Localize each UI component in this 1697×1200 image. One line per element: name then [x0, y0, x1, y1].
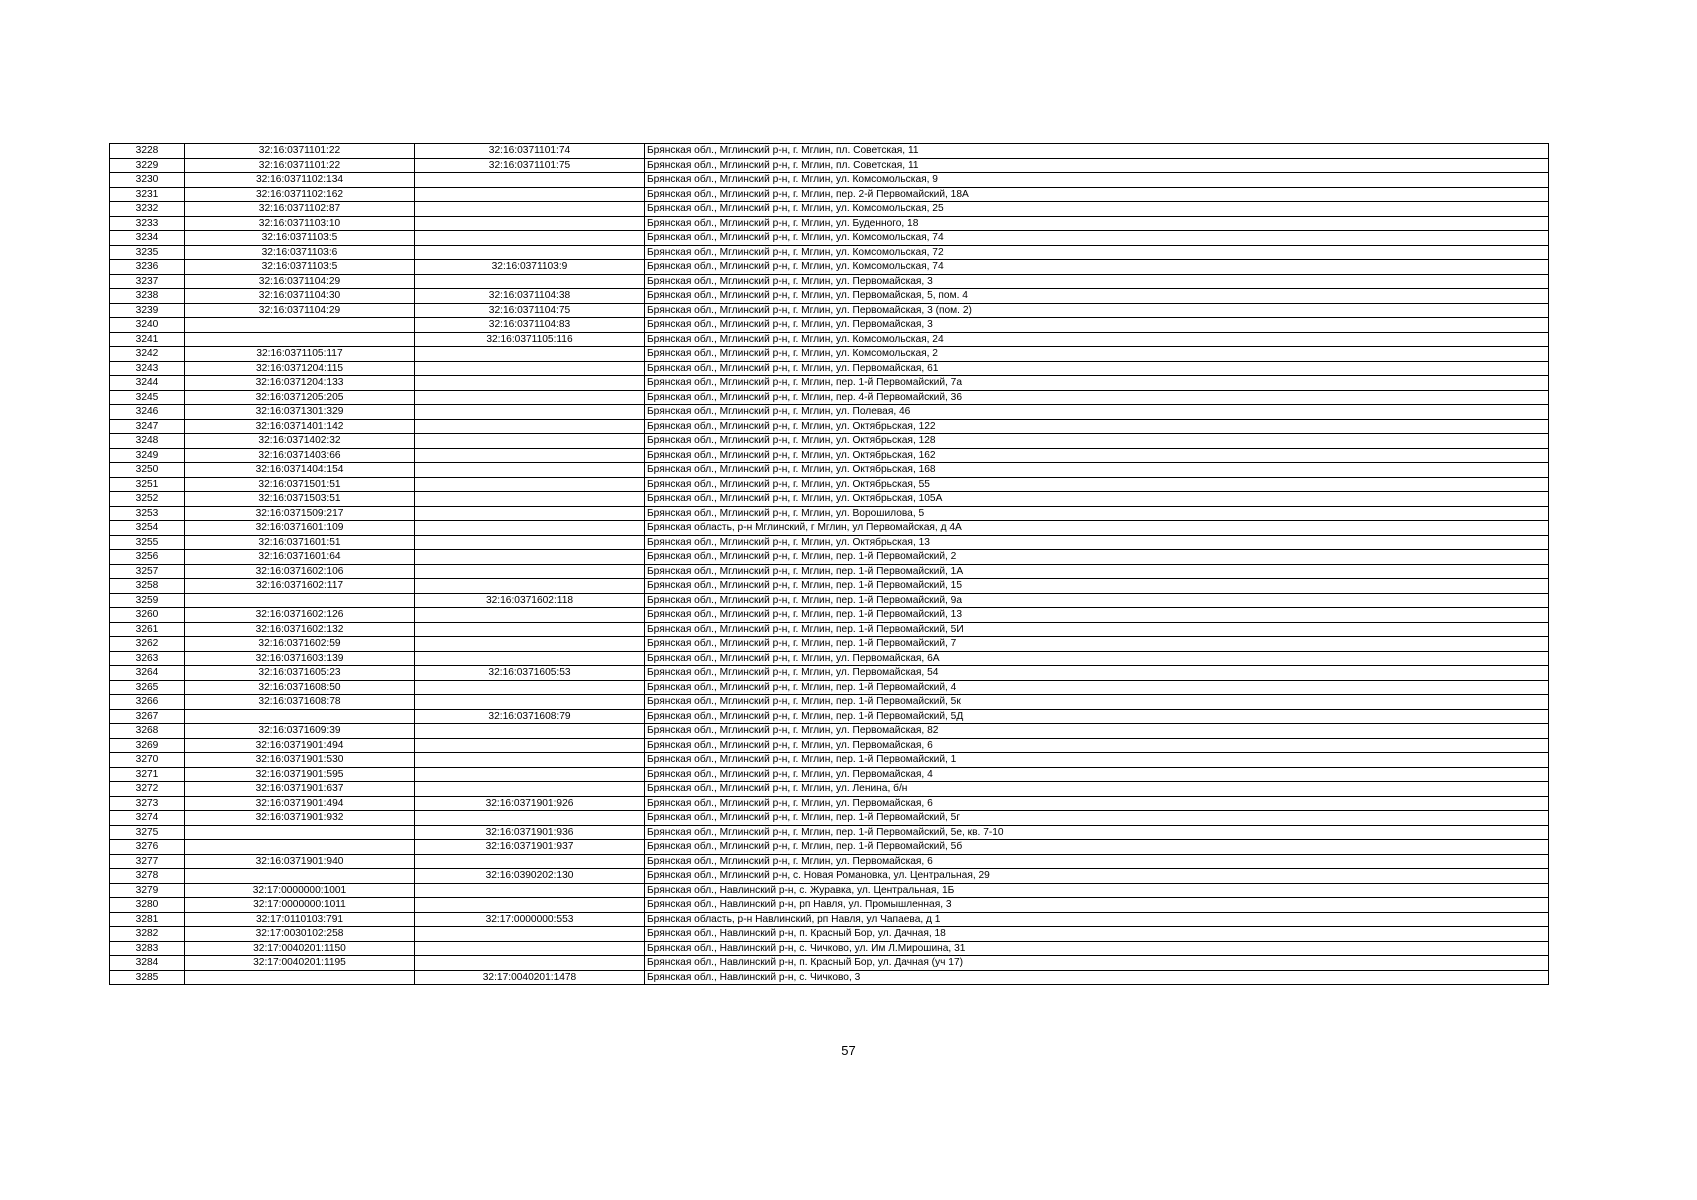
address-cell: Брянская обл., Мглинский р-н, г. Мглин, ул. Первомайская, 6 [645, 796, 1549, 811]
row-number-cell: 3256 [110, 550, 185, 565]
table-row [110, 956, 1549, 971]
address-cell: Брянская обл., Мглинский р-н, г. Мглин, пер. 1-й Первомайский, 5Д [645, 709, 1549, 724]
table-row [110, 419, 1549, 434]
table-row [110, 912, 1549, 927]
address-cell: Брянская область, р-н Мглинский, г Мглин, ул Первомайская, д 4А [645, 521, 1549, 536]
page-number: 57 [841, 1043, 856, 1058]
row-number-cell: 3254 [110, 521, 185, 536]
cadastral-number-cell: 32:16:0371602:132 [185, 622, 415, 637]
linked-cadastral-number-cell: 32:16:0371103:9 [415, 260, 645, 275]
table-row [110, 608, 1549, 623]
cadastre-table [109, 143, 1549, 985]
row-number-cell: 3269 [110, 738, 185, 753]
cadastral-number-cell: 32:16:0371104:29 [185, 274, 415, 289]
row-number-cell: 3264 [110, 666, 185, 681]
table-row [110, 564, 1549, 579]
table-row [110, 535, 1549, 550]
row-number-cell: 3230 [110, 173, 185, 188]
address-cell: Брянская обл., Мглинский р-н, г. Мглин, ул. Первомайская, 3 [645, 318, 1549, 333]
linked-cadastral-number-cell [415, 434, 645, 449]
row-number-cell: 3262 [110, 637, 185, 652]
cadastral-number-cell: 32:16:0371601:109 [185, 521, 415, 536]
linked-cadastral-number-cell [415, 202, 645, 217]
row-number-cell: 3280 [110, 898, 185, 913]
linked-cadastral-number-cell [415, 506, 645, 521]
address-cell: Брянская обл., Мглинский р-н, г. Мглин, ул. Комсомольская, 9 [645, 173, 1549, 188]
linked-cadastral-number-cell [415, 637, 645, 652]
linked-cadastral-number-cell: 32:16:0390202:130 [415, 869, 645, 884]
linked-cadastral-number-cell: 32:16:0371608:79 [415, 709, 645, 724]
table-row [110, 666, 1549, 681]
table-row [110, 216, 1549, 231]
address-cell: Брянская обл., Мглинский р-н, г. Мглин, пер. 4-й Первомайский, 36 [645, 390, 1549, 405]
row-number-cell: 3241 [110, 332, 185, 347]
address-cell: Брянская обл., Мглинский р-н, г. Мглин, ул. Комсомольская, 2 [645, 347, 1549, 362]
row-number-cell: 3243 [110, 361, 185, 376]
cadastral-number-cell: 32:16:0371102:134 [185, 173, 415, 188]
cadastral-number-cell: 32:16:0371402:32 [185, 434, 415, 449]
address-cell: Брянская обл., Мглинский р-н, г. Мглин, ул. Ворошилова, 5 [645, 506, 1549, 521]
linked-cadastral-number-cell [415, 361, 645, 376]
cadastral-number-cell: 32:16:0371602:126 [185, 608, 415, 623]
table-row [110, 550, 1549, 565]
cadastral-number-cell: 32:16:0371901:595 [185, 767, 415, 782]
table-row [110, 405, 1549, 420]
row-number-cell: 3259 [110, 593, 185, 608]
linked-cadastral-number-cell [415, 767, 645, 782]
cadastral-number-cell: 32:16:0371501:51 [185, 477, 415, 492]
address-cell: Брянская обл., Мглинский р-н, г. Мглин, пер. 1-й Первомайский, 5б [645, 840, 1549, 855]
cadastral-number-cell: 32:16:0371601:64 [185, 550, 415, 565]
linked-cadastral-number-cell [415, 477, 645, 492]
address-cell: Брянская обл., Мглинский р-н, г. Мглин, ул. Буденного, 18 [645, 216, 1549, 231]
linked-cadastral-number-cell [415, 738, 645, 753]
address-cell: Брянская обл., Мглинский р-н, г. Мглин, ул. Первомайская, 3 (пом. 2) [645, 303, 1549, 318]
address-cell: Брянская обл., Мглинский р-н, г. Мглин, ул. Первомайская, 54 [645, 666, 1549, 681]
table-row [110, 303, 1549, 318]
address-cell: Брянская обл., Мглинский р-н, г. Мглин, пер. 1-й Первомайский, 7 [645, 637, 1549, 652]
row-number-cell: 3232 [110, 202, 185, 217]
table-row [110, 927, 1549, 942]
address-cell: Брянская обл., Навлинский р-н, с. Чичково, 3 [645, 970, 1549, 985]
row-number-cell: 3257 [110, 564, 185, 579]
cadastral-number-cell: 32:16:0371401:142 [185, 419, 415, 434]
cadastral-number-cell: 32:16:0371101:22 [185, 158, 415, 173]
table-row [110, 796, 1549, 811]
linked-cadastral-number-cell [415, 521, 645, 536]
table-row [110, 738, 1549, 753]
linked-cadastral-number-cell: 32:17:0000000:553 [415, 912, 645, 927]
address-cell: Брянская обл., Мглинский р-н, г. Мглин, ул. Первомайская, 6 [645, 738, 1549, 753]
address-cell: Брянская обл., Мглинский р-н, г. Мглин, пл. Советская, 11 [645, 158, 1549, 173]
table-row [110, 854, 1549, 869]
linked-cadastral-number-cell [415, 216, 645, 231]
row-number-cell: 3272 [110, 782, 185, 797]
address-cell: Брянская обл., Мглинский р-н, г. Мглин, пер. 1-й Первомайский, 5И [645, 622, 1549, 637]
linked-cadastral-number-cell [415, 941, 645, 956]
cadastral-number-cell: 32:16:0371101:22 [185, 144, 415, 159]
linked-cadastral-number-cell: 32:16:0371901:936 [415, 825, 645, 840]
row-number-cell: 3276 [110, 840, 185, 855]
row-number-cell: 3234 [110, 231, 185, 246]
address-cell: Брянская обл., Мглинский р-н, г. Мглин, ул. Октябрьская, 122 [645, 419, 1549, 434]
table-row [110, 376, 1549, 391]
table-row [110, 811, 1549, 826]
address-cell: Брянская обл., Навлинский р-н, п. Красный Бор, ул. Дачная (уч 17) [645, 956, 1549, 971]
linked-cadastral-number-cell [415, 579, 645, 594]
linked-cadastral-number-cell [415, 347, 645, 362]
address-cell: Брянская обл., Мглинский р-н, г. Мглин, ул. Первомайская, 4 [645, 767, 1549, 782]
address-cell: Брянская обл., Мглинский р-н, г. Мглин, ул. Полевая, 46 [645, 405, 1549, 420]
row-number-cell: 3285 [110, 970, 185, 985]
row-number-cell: 3278 [110, 869, 185, 884]
row-number-cell: 3271 [110, 767, 185, 782]
address-cell: Брянская обл., Мглинский р-н, г. Мглин, ул. Комсомольская, 74 [645, 260, 1549, 275]
cadastral-number-cell: 32:16:0371602:106 [185, 564, 415, 579]
cadastral-number-cell [185, 593, 415, 608]
cadastral-number-cell: 32:17:0000000:1001 [185, 883, 415, 898]
row-number-cell: 3231 [110, 187, 185, 202]
cadastral-number-cell: 32:16:0371602:59 [185, 637, 415, 652]
cadastral-number-cell: 32:16:0371503:51 [185, 492, 415, 507]
table-row [110, 231, 1549, 246]
cadastral-number-cell: 32:16:0371103:5 [185, 260, 415, 275]
linked-cadastral-number-cell [415, 463, 645, 478]
row-number-cell: 3247 [110, 419, 185, 434]
table-row [110, 245, 1549, 260]
linked-cadastral-number-cell [415, 695, 645, 710]
row-number-cell: 3284 [110, 956, 185, 971]
row-number-cell: 3246 [110, 405, 185, 420]
linked-cadastral-number-cell [415, 898, 645, 913]
table-row [110, 521, 1549, 536]
row-number-cell: 3245 [110, 390, 185, 405]
cadastral-number-cell: 32:16:0371603:139 [185, 651, 415, 666]
linked-cadastral-number-cell [415, 854, 645, 869]
cadastral-number-cell: 32:16:0371901:494 [185, 796, 415, 811]
address-cell: Брянская обл., Мглинский р-н, г. Мглин, пер. 1-й Первомайский, 5к [645, 695, 1549, 710]
address-cell: Брянская область, р-н Навлинский, рп Навля, ул Чапаева, д 1 [645, 912, 1549, 927]
row-number-cell: 3251 [110, 477, 185, 492]
table-row [110, 767, 1549, 782]
table-row [110, 593, 1549, 608]
table-row [110, 506, 1549, 521]
cadastral-number-cell: 32:16:0371105:117 [185, 347, 415, 362]
table-row [110, 724, 1549, 739]
address-cell: Брянская обл., Мглинский р-н, г. Мглин, ул. Первомайская, 6 [645, 854, 1549, 869]
linked-cadastral-number-cell: 32:16:0371105:116 [415, 332, 645, 347]
table-row [110, 173, 1549, 188]
linked-cadastral-number-cell [415, 927, 645, 942]
linked-cadastral-number-cell [415, 448, 645, 463]
address-cell: Брянская обл., Мглинский р-н, г. Мглин, пер. 1-й Первомайский, 7а [645, 376, 1549, 391]
table-row [110, 361, 1549, 376]
linked-cadastral-number-cell [415, 782, 645, 797]
table-row [110, 825, 1549, 840]
cadastral-number-cell: 32:16:0371605:23 [185, 666, 415, 681]
address-cell: Брянская обл., Мглинский р-н, г. Мглин, ул. Октябрьская, 55 [645, 477, 1549, 492]
row-number-cell: 3261 [110, 622, 185, 637]
cadastral-number-cell: 32:16:0371901:637 [185, 782, 415, 797]
cadastral-number-cell: 32:16:0371104:29 [185, 303, 415, 318]
linked-cadastral-number-cell: 32:16:0371901:926 [415, 796, 645, 811]
table-row [110, 144, 1549, 159]
row-number-cell: 3268 [110, 724, 185, 739]
linked-cadastral-number-cell [415, 956, 645, 971]
cadastral-number-cell: 32:16:0371205:205 [185, 390, 415, 405]
linked-cadastral-number-cell: 32:16:0371602:118 [415, 593, 645, 608]
row-number-cell: 3266 [110, 695, 185, 710]
table-row [110, 622, 1549, 637]
cadastral-number-cell: 32:17:0000000:1011 [185, 898, 415, 913]
row-number-cell: 3273 [110, 796, 185, 811]
cadastral-number-cell: 32:16:0371102:87 [185, 202, 415, 217]
cadastral-number-cell: 32:16:0371103:6 [185, 245, 415, 260]
row-number-cell: 3250 [110, 463, 185, 478]
table-row [110, 289, 1549, 304]
cadastral-number-cell: 32:16:0371301:329 [185, 405, 415, 420]
row-number-cell: 3238 [110, 289, 185, 304]
cadastral-number-cell [185, 709, 415, 724]
cadastral-number-cell: 32:16:0371901:530 [185, 753, 415, 768]
row-number-cell: 3279 [110, 883, 185, 898]
row-number-cell: 3274 [110, 811, 185, 826]
linked-cadastral-number-cell [415, 550, 645, 565]
address-cell: Брянская обл., Мглинский р-н, г. Мглин, ул. Первомайская, 61 [645, 361, 1549, 376]
cadastral-number-cell: 32:16:0371204:133 [185, 376, 415, 391]
cadastral-number-cell: 32:16:0371608:78 [185, 695, 415, 710]
table-row [110, 202, 1549, 217]
cadastral-number-cell [185, 869, 415, 884]
linked-cadastral-number-cell [415, 622, 645, 637]
cadastral-number-cell [185, 970, 415, 985]
address-cell: Брянская обл., Мглинский р-н, г. Мглин, ул. Первомайская, 6А [645, 651, 1549, 666]
cadastral-number-cell [185, 318, 415, 333]
row-number-cell: 3244 [110, 376, 185, 391]
row-number-cell: 3240 [110, 318, 185, 333]
cadastral-number-cell: 32:16:0371509:217 [185, 506, 415, 521]
address-cell: Брянская обл., Навлинский р-н, рп Навля, ул. Промышленная, 3 [645, 898, 1549, 913]
table-row [110, 477, 1549, 492]
cadastral-number-cell: 32:16:0371602:117 [185, 579, 415, 594]
table-row [110, 274, 1549, 289]
linked-cadastral-number-cell: 32:16:0371104:38 [415, 289, 645, 304]
row-number-cell: 3229 [110, 158, 185, 173]
linked-cadastral-number-cell [415, 564, 645, 579]
row-number-cell: 3252 [110, 492, 185, 507]
linked-cadastral-number-cell [415, 608, 645, 623]
table-row [110, 782, 1549, 797]
table-row [110, 637, 1549, 652]
linked-cadastral-number-cell [415, 390, 645, 405]
linked-cadastral-number-cell [415, 245, 645, 260]
cadastral-number-cell: 32:16:0371901:940 [185, 854, 415, 869]
table-row [110, 463, 1549, 478]
address-cell: Брянская обл., Навлинский р-н, с. Журавка, ул. Центральная, 1Б [645, 883, 1549, 898]
address-cell: Брянская обл., Мглинский р-н, г. Мглин, пер. 1-й Первомайский, 15 [645, 579, 1549, 594]
row-number-cell: 3228 [110, 144, 185, 159]
linked-cadastral-number-cell: 32:16:0371104:83 [415, 318, 645, 333]
row-number-cell: 3260 [110, 608, 185, 623]
table-row [110, 695, 1549, 710]
table-row [110, 347, 1549, 362]
address-cell: Брянская обл., Мглинский р-н, г. Мглин, ул. Ленина, б/н [645, 782, 1549, 797]
address-cell: Брянская обл., Мглинский р-н, г. Мглин, ул. Октябрьская, 105А [645, 492, 1549, 507]
cadastral-number-cell: 32:16:0371403:66 [185, 448, 415, 463]
linked-cadastral-number-cell [415, 173, 645, 188]
row-number-cell: 3235 [110, 245, 185, 260]
row-number-cell: 3249 [110, 448, 185, 463]
table-row [110, 651, 1549, 666]
row-number-cell: 3282 [110, 927, 185, 942]
linked-cadastral-number-cell: 32:16:0371101:74 [415, 144, 645, 159]
address-cell: Брянская обл., Мглинский р-н, г. Мглин, пер. 1-й Первомайский, 5г [645, 811, 1549, 826]
cadastral-number-cell: 32:16:0371204:115 [185, 361, 415, 376]
table-row [110, 332, 1549, 347]
cadastral-number-cell: 32:17:0040201:1150 [185, 941, 415, 956]
table-row [110, 158, 1549, 173]
table-row [110, 318, 1549, 333]
address-cell: Брянская обл., Мглинский р-н, г. Мглин, пл. Советская, 11 [645, 144, 1549, 159]
address-cell: Брянская обл., Мглинский р-н, г. Мглин, ул. Октябрьская, 13 [645, 535, 1549, 550]
row-number-cell: 3267 [110, 709, 185, 724]
address-cell: Брянская обл., Мглинский р-н, г. Мглин, пер. 1-й Первомайский, 1 [645, 753, 1549, 768]
row-number-cell: 3283 [110, 941, 185, 956]
address-cell: Брянская обл., Мглинский р-н, г. Мглин, ул. Октябрьская, 128 [645, 434, 1549, 449]
cadastral-number-cell: 32:17:0040201:1195 [185, 956, 415, 971]
address-cell: Брянская обл., Мглинский р-н, г. Мглин, пер. 1-й Первомайский, 13 [645, 608, 1549, 623]
row-number-cell: 3242 [110, 347, 185, 362]
table-row [110, 579, 1549, 594]
row-number-cell: 3270 [110, 753, 185, 768]
cadastral-number-cell: 32:16:0371901:494 [185, 738, 415, 753]
row-number-cell: 3233 [110, 216, 185, 231]
linked-cadastral-number-cell [415, 492, 645, 507]
address-cell: Брянская обл., Мглинский р-н, с. Новая Романовка, ул. Центральная, 29 [645, 869, 1549, 884]
linked-cadastral-number-cell: 32:16:0371101:75 [415, 158, 645, 173]
linked-cadastral-number-cell [415, 724, 645, 739]
linked-cadastral-number-cell [415, 274, 645, 289]
cadastral-number-cell: 32:16:0371901:932 [185, 811, 415, 826]
table-row [110, 434, 1549, 449]
address-cell: Брянская обл., Мглинский р-н, г. Мглин, ул. Комсомольская, 74 [645, 231, 1549, 246]
linked-cadastral-number-cell [415, 405, 645, 420]
linked-cadastral-number-cell [415, 883, 645, 898]
row-number-cell: 3281 [110, 912, 185, 927]
table-row [110, 390, 1549, 405]
address-cell: Брянская обл., Мглинский р-н, г. Мглин, пер. 1-й Первомайский, 1А [645, 564, 1549, 579]
table-body [110, 144, 1549, 985]
cadastral-number-cell: 32:16:0371103:5 [185, 231, 415, 246]
table-row [110, 941, 1549, 956]
linked-cadastral-number-cell: 32:16:0371605:53 [415, 666, 645, 681]
table-row [110, 840, 1549, 855]
address-cell: Брянская обл., Мглинский р-н, г. Мглин, ул. Первомайская, 5, пом. 4 [645, 289, 1549, 304]
linked-cadastral-number-cell [415, 376, 645, 391]
address-cell: Брянская обл., Мглинский р-н, г. Мглин, ул. Комсомольская, 24 [645, 332, 1549, 347]
cadastral-number-cell: 32:16:0371404:154 [185, 463, 415, 478]
linked-cadastral-number-cell: 32:16:0371104:75 [415, 303, 645, 318]
address-cell: Брянская обл., Мглинский р-н, г. Мглин, ул. Комсомольская, 25 [645, 202, 1549, 217]
address-cell: Брянская обл., Навлинский р-н, п. Красный Бор, ул. Дачная, 18 [645, 927, 1549, 942]
row-number-cell: 3275 [110, 825, 185, 840]
row-number-cell: 3239 [110, 303, 185, 318]
linked-cadastral-number-cell [415, 187, 645, 202]
address-cell: Брянская обл., Мглинский р-н, г. Мглин, пер. 1-й Первомайский, 5е, кв. 7-10 [645, 825, 1549, 840]
linked-cadastral-number-cell [415, 811, 645, 826]
linked-cadastral-number-cell [415, 651, 645, 666]
address-cell: Брянская обл., Мглинский р-н, г. Мглин, пер. 1-й Первомайский, 4 [645, 680, 1549, 695]
address-cell: Брянская обл., Навлинский р-н, с. Чичково, ул. Им Л.Мирошина, 31 [645, 941, 1549, 956]
cadastral-number-cell: 32:17:0110103:791 [185, 912, 415, 927]
row-number-cell: 3237 [110, 274, 185, 289]
address-cell: Брянская обл., Мглинский р-н, г. Мглин, ул. Комсомольская, 72 [645, 245, 1549, 260]
address-cell: Брянская обл., Мглинский р-н, г. Мглин, ул. Первомайская, 82 [645, 724, 1549, 739]
table-row [110, 709, 1549, 724]
cadastral-number-cell: 32:16:0371609:39 [185, 724, 415, 739]
cadastral-number-cell: 32:16:0371608:50 [185, 680, 415, 695]
address-cell: Брянская обл., Мглинский р-н, г. Мглин, пер. 1-й Первомайский, 9а [645, 593, 1549, 608]
address-cell: Брянская обл., Мглинский р-н, г. Мглин, ул. Октябрьская, 168 [645, 463, 1549, 478]
cadastral-number-cell: 32:16:0371601:51 [185, 535, 415, 550]
row-number-cell: 3255 [110, 535, 185, 550]
linked-cadastral-number-cell [415, 231, 645, 246]
linked-cadastral-number-cell: 32:16:0371901:937 [415, 840, 645, 855]
row-number-cell: 3236 [110, 260, 185, 275]
table-row [110, 883, 1549, 898]
address-cell: Брянская обл., Мглинский р-н, г. Мглин, ул. Первомайская, 3 [645, 274, 1549, 289]
linked-cadastral-number-cell [415, 753, 645, 768]
row-number-cell: 3248 [110, 434, 185, 449]
table-row [110, 753, 1549, 768]
cadastral-number-cell: 32:17:0030102:258 [185, 927, 415, 942]
table-row [110, 187, 1549, 202]
cadastral-number-cell: 32:16:0371104:30 [185, 289, 415, 304]
row-number-cell: 3253 [110, 506, 185, 521]
address-cell: Брянская обл., Мглинский р-н, г. Мглин, пер. 2-й Первомайский, 18А [645, 187, 1549, 202]
table-row [110, 970, 1549, 985]
table-row [110, 869, 1549, 884]
cadastral-number-cell [185, 840, 415, 855]
cadastral-number-cell [185, 825, 415, 840]
table-row [110, 492, 1549, 507]
address-cell: Брянская обл., Мглинский р-н, г. Мглин, ул. Октябрьская, 162 [645, 448, 1549, 463]
cadastral-number-cell: 32:16:0371103:10 [185, 216, 415, 231]
linked-cadastral-number-cell [415, 419, 645, 434]
table-row [110, 898, 1549, 913]
table-row [110, 260, 1549, 275]
cadastral-number-cell: 32:16:0371102:162 [185, 187, 415, 202]
cadastral-number-cell [185, 332, 415, 347]
row-number-cell: 3265 [110, 680, 185, 695]
address-cell: Брянская обл., Мглинский р-н, г. Мглин, пер. 1-й Первомайский, 2 [645, 550, 1549, 565]
linked-cadastral-number-cell [415, 535, 645, 550]
row-number-cell: 3258 [110, 579, 185, 594]
row-number-cell: 3277 [110, 854, 185, 869]
linked-cadastral-number-cell: 32:17:0040201:1478 [415, 970, 645, 985]
table-row [110, 448, 1549, 463]
row-number-cell: 3263 [110, 651, 185, 666]
table-row [110, 680, 1549, 695]
linked-cadastral-number-cell [415, 680, 645, 695]
